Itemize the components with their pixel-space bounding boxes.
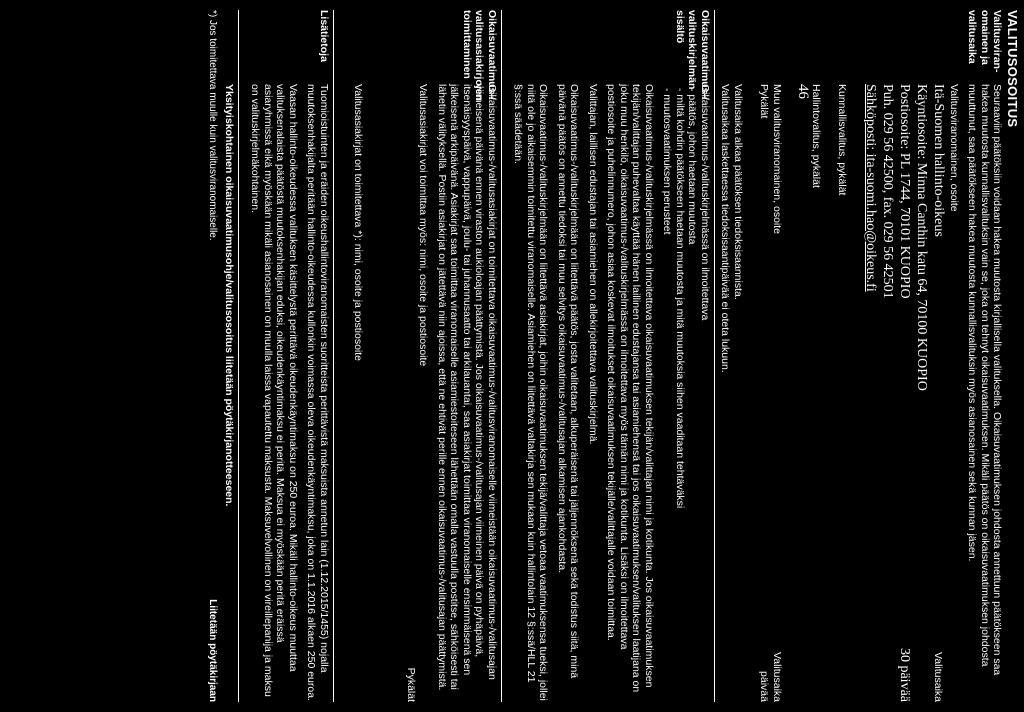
pykalat-label: Pykälät [405,667,417,702]
section-label: Oikaisuvaatimus-/ valituskirjelmän sisältö [674,10,711,100]
section-label: Valitusviran-omainen ja valitusaika [966,10,1004,73]
time-start-text: Valitusaika alkaa päätöksen tiedoksisaannista. [732,84,744,300]
postal-address: Postiosoite: PL 1744, 70101 KUOPIO [897,84,913,299]
content-list [661,84,699,702]
phone-fax: Puh. 029 56 42500, fax. 029 56 42501 [880,84,896,299]
list-item: - päätös, johon haetaan muutosta [686,98,699,702]
email-link[interactable]: Sähköposti: ita-suomi.hao@oikeus.fi [863,84,879,292]
also-deliver-label: Valitusasiakirjat voi toimittaa myös: nimi, osoite ja postiosoite [417,84,430,367]
detailed-instructions-note: Yksityiskohtainen oikaisuvaatimusohje/valitusosoitus liitetään pöytäkirjanotteeseen. [223,84,235,507]
paragraph: Tuomioistuinten ja eräiden oikeushallintoviranomaisten suoritteista perittävistä maksuista annetun lain (1.12.2015/1455) nojalla muutoksenhakijalta peritään hallinto-oikeudessa kullonkin voimassa oleva oikeudenkäyntimaksu, joka on 1.1.2016 alkaen 250 euroa. [305,84,330,701]
visiting-address: Käyntiosoite: Minna Canthin katu 64, 70100 KUOPIO [914,84,930,391]
other-authority-label: Muu valitusviranomainen, osoite [771,84,783,234]
document-title: VALITUSOSOITUS [1005,10,1020,128]
list-item: - miltä kohdin päätökseen haetaan muutosta ja mitä muutoksia siihen vaaditaan tehtäväksi [674,98,687,702]
list-item: - muutosvaatimuksen perusteet [661,98,674,702]
paragraph: Vaasan hallinto-oikeudessa valituksen käsittelystä perittävä oikeudenkäyntimaksu on 250 euroa. Mikäli hallinto-oikeus muuttaa valituksenalaista päätöstä muutoksenhakijan eduksi, oikeudenkäyntimaksu ei peritä. Maksua ei myöskään peritä eräissä asiaryhmissä eikä myöskään mikäli asianosainen on muulla laissa vapautettu maksusta. Maksuvelvollinen on vireillepanija ja maksu on valituskirjelmäkohtainen. [249,84,299,697]
other-valitusaika-label: Valitusaika [771,652,783,702]
paivaa-label: päivää [758,671,771,702]
hallintovalitus-label: Hallintovalitus, pykälät [810,84,822,188]
kunnallisvalitus-label: Kunnallisvalitus, pykälät [836,84,849,196]
footer [206,10,219,702]
content-intro: Oikaisuvaatimus-/valituskirjelmässä on ilmoitettava [699,84,711,321]
time-count-text: Valitusaikaa laskettaessa tiedoksisaantipäivää ei oteta lukuun. [719,84,732,373]
section-delivery [338,10,502,702]
paragraph: Valittajan, laillisen edustajan tai asiamiehen on allekirjoitettava valituskirjelmä. [587,84,599,445]
paragraph: Oikaisuvaatimus-/valituskirjelmässä on ilmoitettava oikaisuvaatimuksen tekijän/valittajan nimi ja kotikunta. Jos oikaisuvaatimuksen tekijän/valittajan puhevaltaa käyttää hänen laillinen edustajansa tai asiamiehensä tai jos oikaisuvaatimuksen/valituksen laatijana on joku muu henkilö, oikaisuvaatimus-/valituskirjelmässä on ilmoitettava myös tämän nimi ja kotikunta. Lisäksi on ilmoitettava postiosoite ja puhelinnumero, johon asiaa koskevat ilmoitukset oikaisuvaatimuksen tekijälle/valittajalle voidaan toimittaa. [605,84,655,693]
valitusaika-label: Valitusaika [932,652,945,702]
paragraph: Oikaisuvaatimus-/valituskirjelmään on liitettävä päätös, josta valitetaan, alkuperäisenä tai jäljennöksenä sekä todistus siitä, minä päivänä päätös on annettu tiedoksi tai muu selvitys oikaisuvaatimus-/valitusajan alkamisen ajankohdasta. [556,84,581,679]
section-label: Lisätietoja [318,10,330,62]
paragraph: Oikaisuvaatimus-/valitusasiakirjat on toimitettava oikaisuvaatimus-/valitusviranomaiselle viimeistään oikaisuvaatimus-/valitusajan viimeisenä päivänä ennen viraston aukioloajan päättymistä. Jos oikaisuvaatimus-/valitusajan viimeinen päivä on pyhäpäivä, itsenäisyyspäivä, vappupäivä, joulu- tai juhannusaatto tai arkilauantai, saa asiakirjat toimittaa viranomaiselle ensimmäisenä sen jälkeisenä arkipäivänä. Asiakirjat saa toimittaa viranomaiselle asiamiestoiteseen lähettään omalla vastuulla postitse, sähköisesti tai lähetin välityksellä. Postiin asiakirjat on jätettävä niin ajoissa, että ne ehtivät perille ennen oikaisuvaatimus-/valitusajan päättymistä. [436,84,498,691]
footnote: *) Jos toimitettava muulle kuin valitusviranomaiselle. [207,10,219,241]
intro-text: Seuraaviin päätöksiin voidaan hakea muutosta kirjallisella valituksella. Oikaisuvaatimuksen johdosta annettuun päätökseen saa hakea muutosta kunnallisvalituksin vain se, joka on tehnyt oikaisuvaatimuksen. Mikäli päätös on oikaisuvaatimuksen johdosta muuttunut, saa päätökseen hakea muutosta kunnallisvalituksin myös asianosainen sekä kunnan jäsen. [966,84,1004,676]
deliver-to-label: Valitusasiakirjat on toimitettava *): nimi, osoite ja postiosoite [352,84,365,362]
attach-note: Liitetään pöytäkirjaan [207,599,219,702]
paragraph: Oikaisuvaatimus-/valituskirjelmään on liitettävä asiakirjat, joihin oikaisuvaatimuksen tekijä/valittaja vetoaa vaatimuksensa tueksi, jollei niitä ole jo aikaisemmin toimitettu viranomaiselle. Asiamiehen on liitettävä valtakirja sen mukaan kuin hallintolain 12 §:ssä/HLL 21 §:ssä säädetään. [512,84,550,701]
appeal-days: 30 päivää [897,647,913,702]
pykalat-label: Pykälät [758,84,771,119]
section-additional-info [243,10,334,702]
section-letter-content [506,10,715,702]
section-label: Oikaisuvaatimus-/ valitusasiakirjojen toimittaminen [461,10,498,102]
section-appeal-authority [719,10,1004,702]
authority-header: Valitusviranomainen, osoite [948,84,960,212]
authority-name: Itä-Suomen hallinto-oikeus [931,84,947,237]
hallintovalitus-value: 46 [795,84,812,99]
